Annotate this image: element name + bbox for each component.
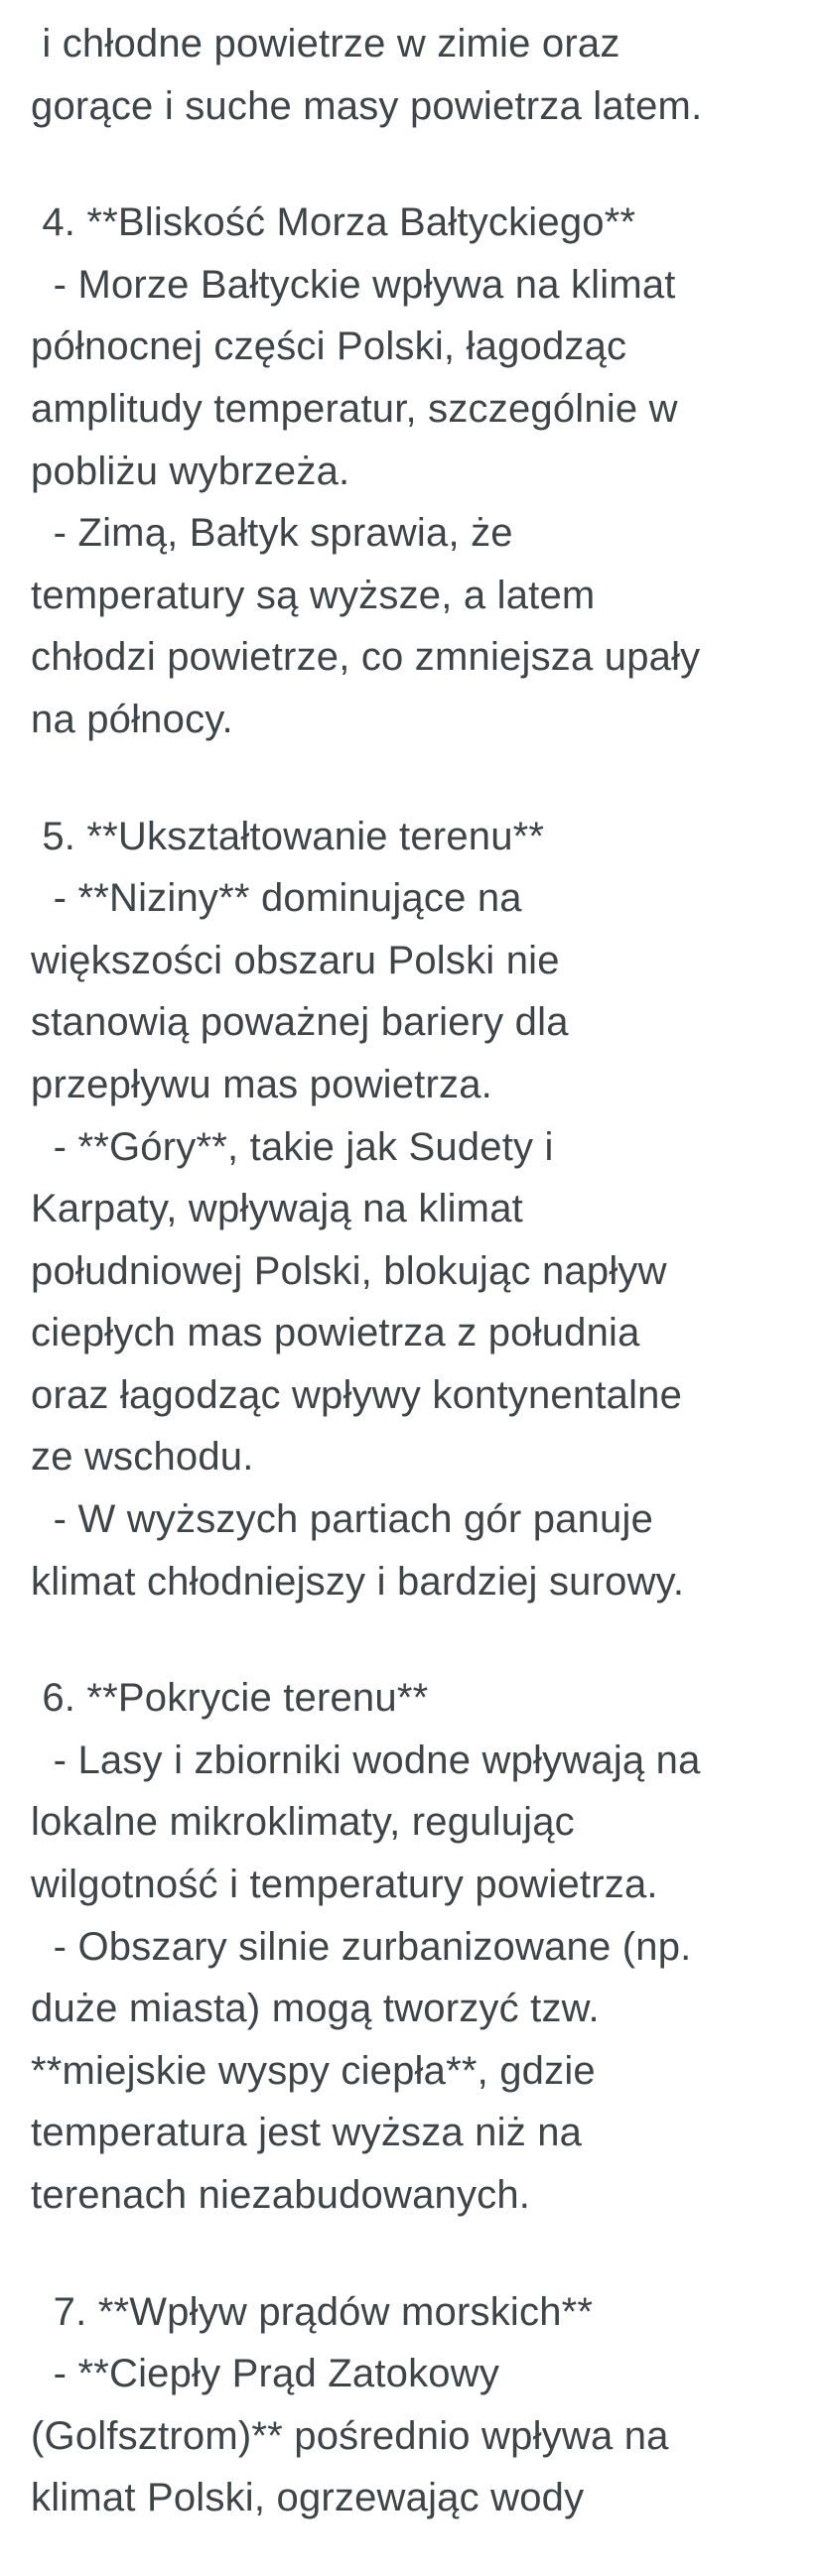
text-line: terenach niezabudowanych.	[31, 2173, 531, 2217]
text-line: 5. **Ukształtowanie terenu**	[31, 814, 545, 858]
paragraph	[31, 192, 804, 750]
text-line: pobliżu wybrzeża.	[31, 449, 350, 493]
text-line: klimat chłodniejszy i bardziej surowy.	[31, 1559, 685, 1604]
text-line: temperatury są wyższe, a latem	[31, 573, 596, 617]
text-line: - **Ciepły Prąd Zatokowy	[31, 2352, 500, 2396]
paragraph	[31, 806, 804, 1613]
paragraph	[31, 2281, 804, 2529]
paragraph	[31, 13, 804, 137]
text-line: i chłodne powietrze w zimie oraz	[31, 22, 620, 65]
text-line: na północy.	[31, 697, 233, 741]
text-line: (Golfsztrom)** pośrednio wpływa na	[31, 2413, 669, 2458]
text-line: lokalne mikroklimaty, regulując	[31, 1800, 575, 1845]
text-line: - W wyższych partiach gór panuje	[31, 1497, 654, 1542]
text-line: ciepłych mas powietrza z południa	[31, 1311, 640, 1355]
text-line: oraz łagodząc wpływy kontynentalne	[31, 1372, 683, 1417]
text-line: chłodzi powietrze, co zmniejsza upały	[31, 635, 701, 680]
text-line: Karpaty, wpływają na klimat	[31, 1187, 523, 1231]
text-line: - Morze Bałtyckie wpływa na klimat	[31, 262, 676, 307]
text-line: wilgotność i temperatury powietrza.	[31, 1863, 658, 1907]
text-line: - **Niziny** dominujące na	[31, 876, 522, 921]
text-line: duże miasta) mogą tworzyć tzw.	[31, 1987, 600, 2031]
text-line: stanowią poważnej bariery dla	[31, 1000, 569, 1045]
text-line: północnej części Polski, łagodząc	[31, 324, 627, 369]
text-line: - Obszary silnie zurbanizowane (np.	[31, 1924, 692, 1969]
paragraph	[31, 1667, 804, 2226]
text-line: - Zimą, Bałtyk sprawia, że	[31, 511, 513, 556]
text-line: większości obszaru Polski nie	[31, 938, 560, 982]
text-line: południowej Polski, blokując napływ	[31, 1248, 667, 1293]
text-line: **miejskie wyspy ciepła**, gdzie	[31, 2048, 596, 2093]
text-line: 4. **Bliskość Morza Bałtyckiego**	[31, 200, 636, 245]
text-line: 7. **Wpływ prądów morskich**	[31, 2289, 594, 2334]
text-line: przepływu mas powietrza.	[31, 1062, 492, 1106]
text-line: 6. **Pokrycie terenu**	[31, 1676, 429, 1721]
text-line: - Lasy i zbiorniki wodne wpływają na	[31, 1738, 701, 1782]
text-line: klimat Polski, ogrzewając wody	[31, 2476, 585, 2520]
text-line: ze wschodu.	[31, 1435, 254, 1480]
text-line: temperatura jest wyższa niż na	[31, 2111, 583, 2155]
text-line: - **Góry**, takie jak Sudety i	[31, 1124, 554, 1169]
text-line: gorące i suche masy powietrza latem.	[31, 83, 703, 128]
text-line: amplitudy temperatur, szczególnie w	[31, 386, 678, 431]
